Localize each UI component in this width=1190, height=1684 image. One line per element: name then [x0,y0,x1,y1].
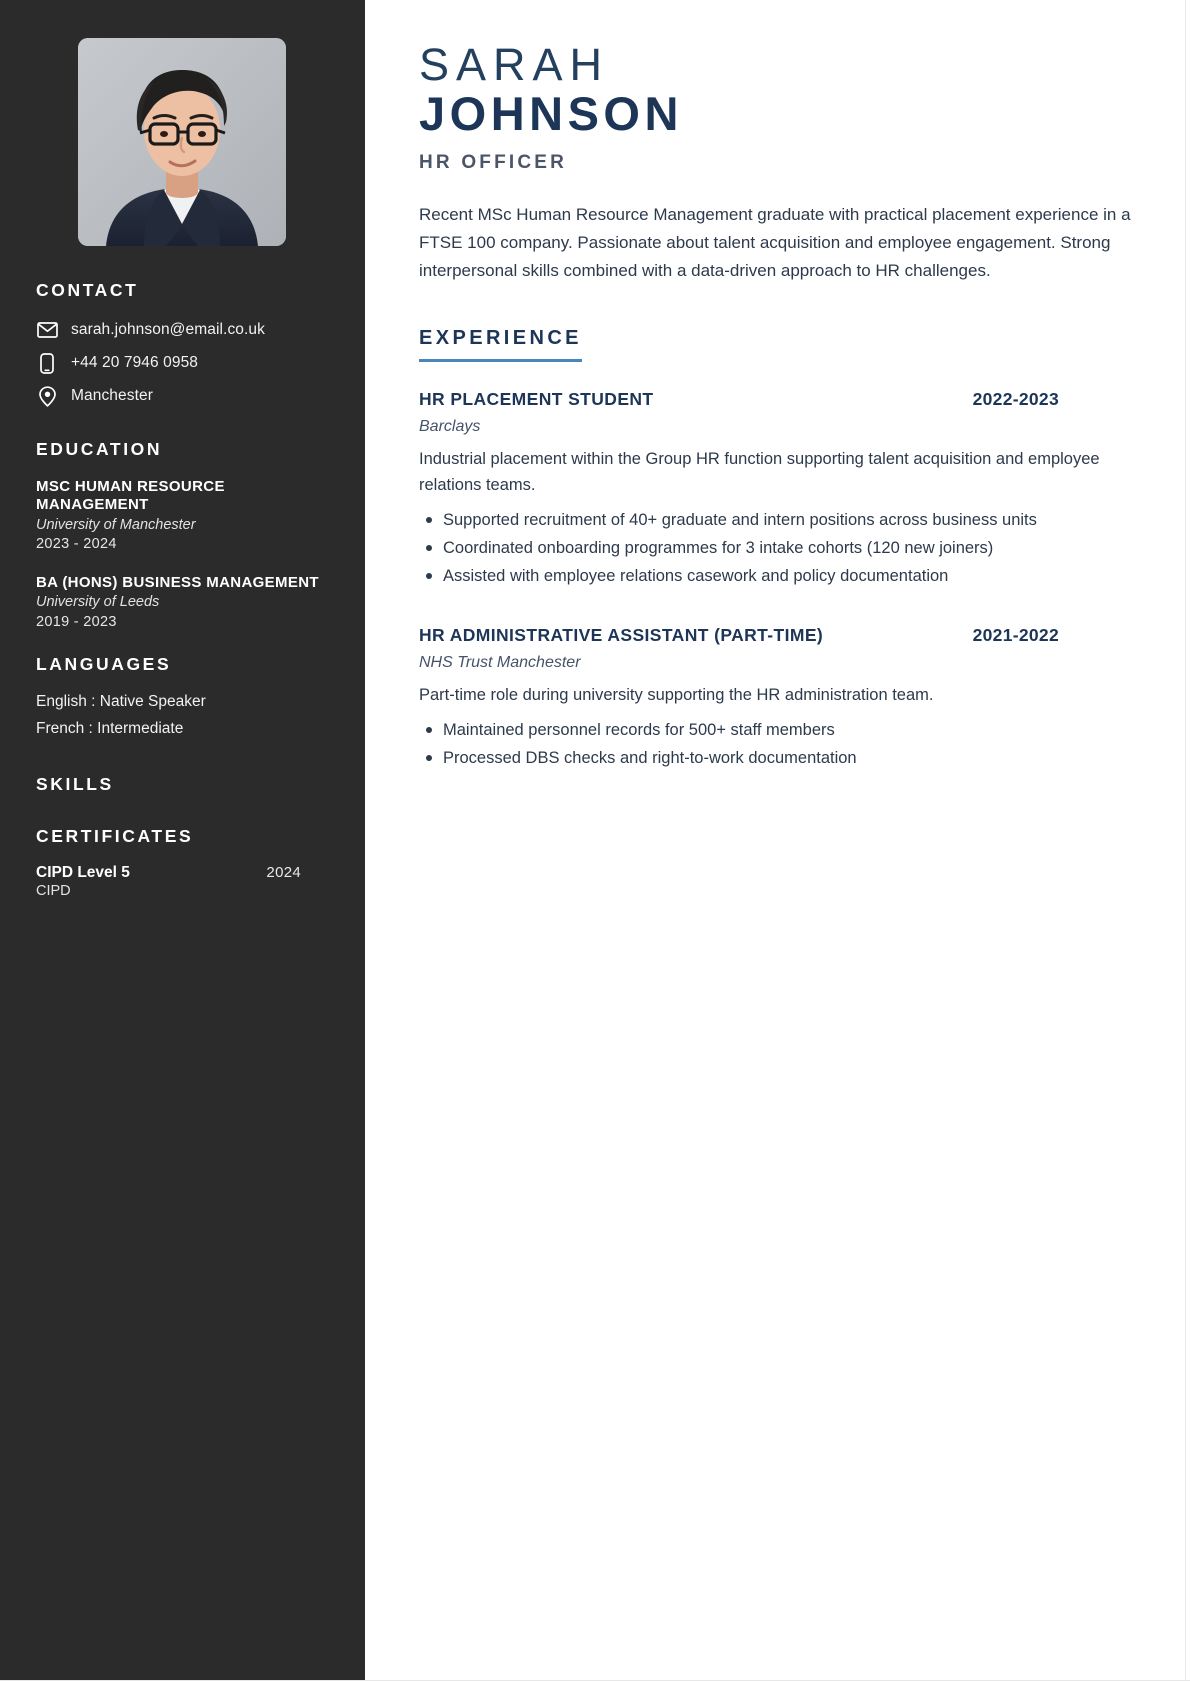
professional-summary: Recent MSc Human Resource Management graduate with practical placement experience in a FTSE 100 company. Passionate about talent acquisition and employee engagement. Strong interpersonal skills combined with a data-driven approach to HR challenges. [419,205,1131,281]
contact-phone-text: +44 20 7946 0958 [71,354,199,372]
certificates-section [36,826,336,899]
education-degree: MSC HUMAN RESOURCE MANAGEMENT [36,478,225,514]
experience-section [419,285,1190,770]
language-item: French : Intermediate [36,719,184,737]
language-item: English : Native Speaker [36,693,206,711]
experience-company: NHS Trust Manchester [419,653,581,671]
education-school: University of Leeds [36,594,160,611]
certificate-name: CIPD Level 5 [36,864,130,882]
experience-bullet: Supported recruitment of 40+ graduate and intern positions across business units [419,508,1119,533]
main-content [365,0,1190,1684]
experience-bullets [419,508,1119,588]
education-item [36,574,336,632]
certificate-year: 2024 [266,864,301,882]
resume-header [419,40,1190,174]
experience-dates: 2022-2023 [972,389,1059,410]
education-item [36,478,336,555]
contact-item-location[interactable] [36,385,336,407]
experience-item-header [419,625,1059,646]
certificate-issuer: CIPD [36,883,71,900]
experience-item [419,389,1190,588]
experience-bullet: Coordinated onboarding programmes for 3 intake cohorts (120 new joiners) [419,536,1119,561]
languages-section [36,654,336,742]
location-pin-icon [36,385,58,407]
first-name: SARAH [419,39,610,90]
contact-item-phone[interactable] [36,352,336,374]
profile-photo-image [78,38,286,246]
education-section [36,439,336,632]
experience-description: Part-time role during university supporting the HR administration team. [419,685,934,704]
certificates-heading: CERTIFICATES [36,826,194,847]
contact-email-text: sarah.johnson@email.co.uk [71,321,266,339]
experience-item [419,625,1190,771]
contact-list [36,319,336,407]
education-years: 2023 - 2024 [36,536,117,553]
sidebar [0,0,365,1684]
page-right-edge [1185,0,1190,1684]
experience-bullet: Assisted with employee relations casework and policy documentation [419,564,1119,589]
experience-bullet: Processed DBS checks and right-to-work documentation [419,746,1119,771]
phone-icon [36,352,58,374]
job-title: HR OFFICER [419,152,568,174]
certificate-header [36,864,301,882]
skills-section [36,774,336,795]
education-list [36,478,336,632]
experience-heading: EXPERIENCE [419,327,582,362]
page-bottom-edge [0,1680,1190,1684]
experience-role: HR PLACEMENT STUDENT [419,389,654,410]
experience-bullet: Maintained personnel records for 500+ staff members [419,718,1119,743]
skills-heading: SKILLS [36,774,114,795]
envelope-icon [36,319,58,341]
contact-section [36,280,336,407]
experience-item-header [419,389,1059,410]
education-years: 2019 - 2023 [36,613,117,630]
experience-company: Barclays [419,418,481,436]
languages-heading: LANGUAGES [36,654,172,675]
experience-bullets [419,718,1119,771]
education-degree: BA (HONS) BUSINESS MANAGEMENT [36,573,319,591]
last-name: JOHNSON [419,87,683,141]
experience-role: HR ADMINISTRATIVE ASSISTANT (PART-TIME) [419,624,824,645]
contact-heading: CONTACT [36,280,139,300]
certificate-item [36,864,336,899]
profile-photo [78,38,286,246]
experience-description: Industrial placement within the Group HR function supporting talent acquisition and employee relations teams. [419,450,1100,494]
education-heading: EDUCATION [36,439,163,459]
contact-item-email[interactable] [36,319,336,341]
contact-location-text: Manchester [71,387,153,405]
education-school: University of Manchester [36,516,196,533]
experience-dates: 2021-2022 [972,624,1059,645]
languages-list [36,689,336,742]
